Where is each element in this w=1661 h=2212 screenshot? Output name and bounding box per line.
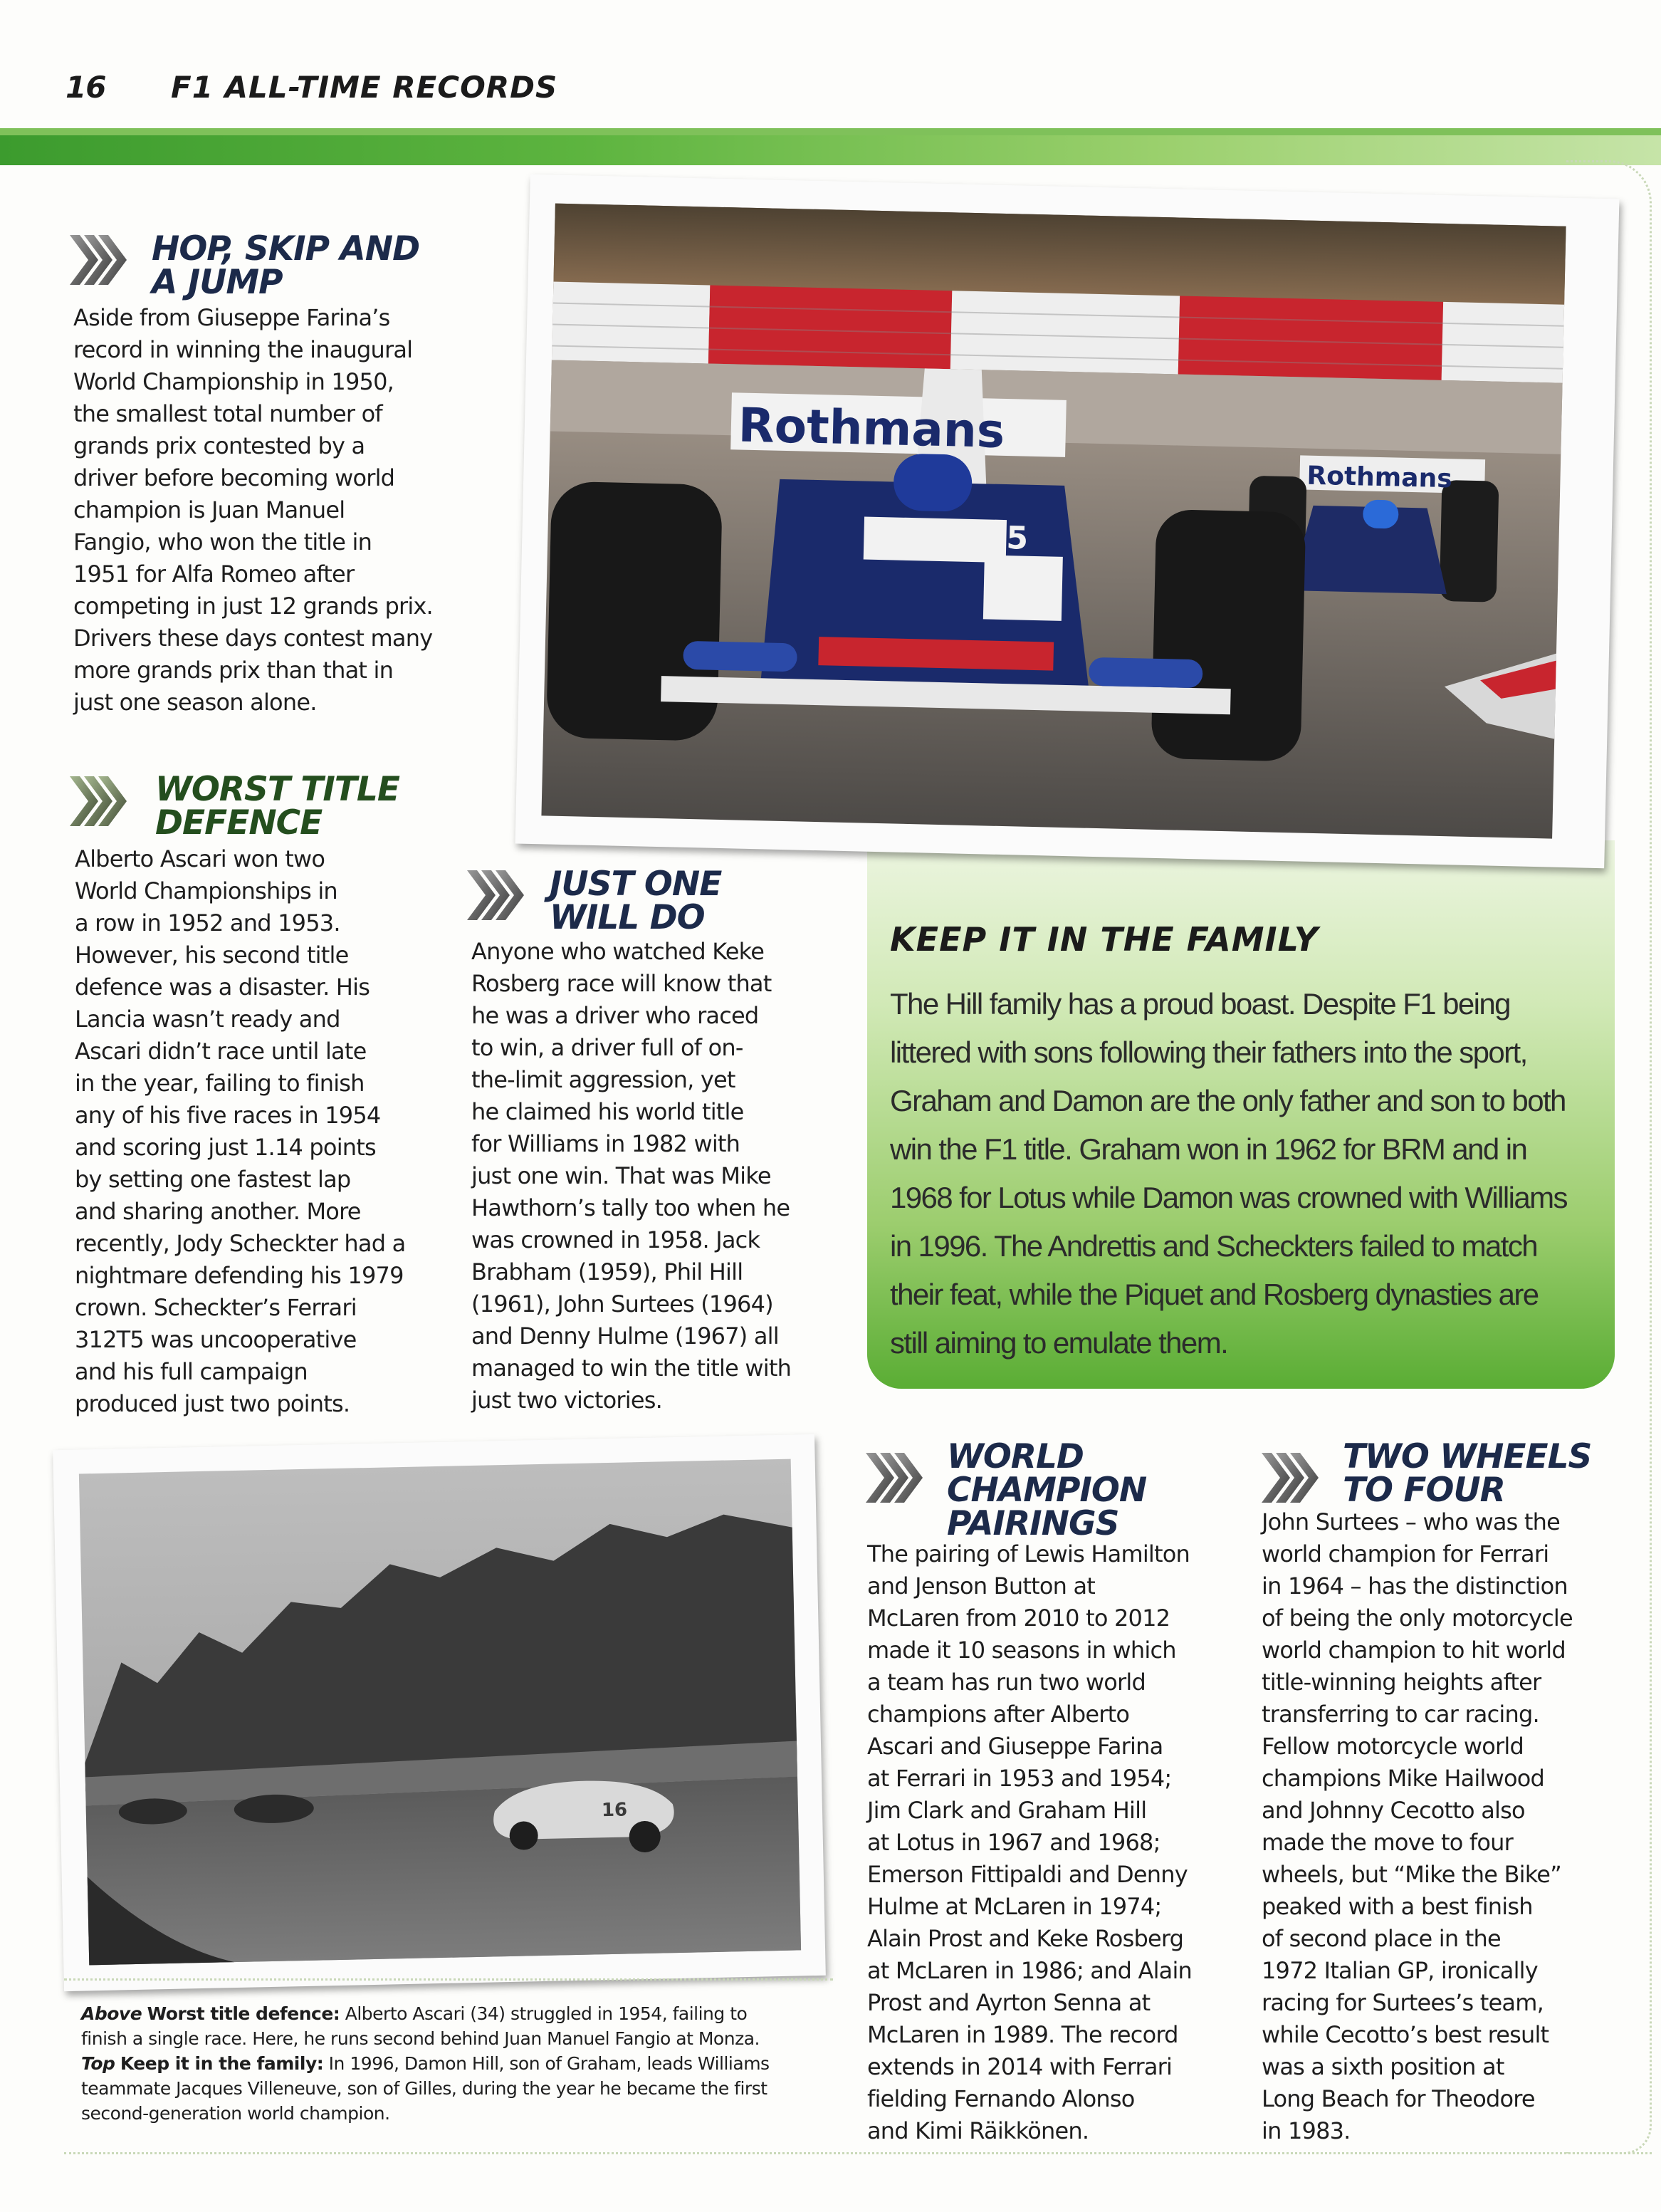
text-line: and Denny Hulme (1967) all (471, 1322, 779, 1350)
text-line: Fangio, who won the title in (73, 528, 372, 555)
text-line: of being the only motorcycle (1262, 1605, 1573, 1632)
photo-monza-race (53, 1434, 826, 1991)
text-line: defence was a disaster. His (75, 974, 370, 1001)
page-dotted-bottom-rule (64, 2152, 1652, 2154)
text-line: fielding Fernando Alonso (867, 2085, 1135, 2112)
text-line: any of his five races in 1954 (75, 1102, 381, 1129)
text-line: title-winning heights after (1262, 1669, 1541, 1696)
text-line: still aiming to emulate them. (890, 1326, 1228, 1360)
car-number-text: 5 (1005, 520, 1029, 557)
text-line: he was a driver who raced (471, 1002, 759, 1029)
body-world-champion (867, 1538, 1192, 2147)
text-line: win the F1 title. Graham won in 1962 for BRM and in (890, 1132, 1527, 1166)
text-line: Hawthorn’s tally too when he (471, 1194, 790, 1221)
text-line: 1968 for Lotus while Damon was crowned with Williams (890, 1181, 1567, 1214)
text-line: grands prix contested by a (73, 432, 365, 459)
text-line: in 1964 – has the distinction (1262, 1572, 1568, 1600)
chevron-arrows-icon (866, 1453, 924, 1503)
heading-line: CHAMPION (947, 1471, 1147, 1510)
text-line: transferring to car racing. (1262, 1701, 1539, 1728)
text-line: Hulme at McLaren in 1974; (867, 1893, 1162, 1920)
text-line: McLaren from 2010 to 2012 (867, 1605, 1170, 1632)
heading-worst-title (155, 770, 399, 842)
chevron-arrows-icon (1262, 1453, 1320, 1503)
text-line: Lancia wasn’t ready and (75, 1006, 340, 1033)
text-line: just two victories. (471, 1387, 662, 1414)
text-line: produced just two points. (75, 1390, 350, 1417)
running-title: F1 ALL-TIME RECORDS (171, 70, 558, 105)
chevron-arrows-icon (70, 776, 128, 826)
rothmans-wing-text: Rothmans (738, 397, 1006, 459)
body-family (890, 980, 1567, 1367)
text-line: John Surtees – who was the (1262, 1508, 1560, 1535)
text-line: world champion for Ferrari (1262, 1540, 1549, 1567)
heading-line: PAIRINGS (947, 1504, 1119, 1543)
text-line: champions after Alberto (867, 1701, 1130, 1728)
chevron-arrows-icon (467, 870, 525, 920)
text-line: nightmare defending his 1979 (75, 1262, 404, 1289)
text-line: and sharing another. More (75, 1198, 361, 1225)
photo-williams-cars (515, 174, 1620, 868)
text-line: World Championship in 1950, (73, 368, 394, 395)
text-line: made the move to four (1262, 1829, 1513, 1856)
text-line: World Championships in (75, 877, 337, 904)
text-line: world champion to hit world (1262, 1637, 1566, 1664)
text-line: more grands prix than that in (73, 657, 394, 684)
text-line: and scoring just 1.14 points (75, 1134, 376, 1161)
heading-line: WORLD (947, 1437, 1084, 1476)
text-line: extends in 2014 with Ferrari (867, 2053, 1173, 2080)
text-line: 1951 for Alfa Romeo after (73, 560, 355, 588)
text-line: was crowned in 1958. Jack (471, 1226, 760, 1253)
heading-line: DEFENCE (155, 803, 323, 842)
text-line: competing in just 12 grands prix. (73, 593, 433, 620)
body-worst-title (75, 843, 405, 1420)
text-line: (1961), John Surtees (1964) (471, 1290, 773, 1318)
text-line: Jim Clark and Graham Hill (867, 1797, 1147, 1824)
text-line: while Cecotto’s best result (1262, 2021, 1549, 2048)
body-two-wheels (1262, 1506, 1573, 2147)
text-line: in 1996. The Andrettis and Scheckters failed to match (890, 1229, 1538, 1263)
text-line: record in winning the inaugural (73, 336, 413, 363)
text-line: at Lotus in 1967 and 1968; (867, 1829, 1160, 1856)
heading-hop-skip (152, 229, 420, 302)
text-line: and his full campaign (75, 1358, 308, 1385)
text-line: Prost and Ayrton Senna at (867, 1989, 1151, 2016)
caption-head: Keep it in the family: (120, 2053, 324, 2074)
text-line: for Williams in 1982 with (471, 1130, 740, 1157)
text-line: just one win. That was Mike (471, 1162, 771, 1189)
text-line: a row in 1952 and 1953. (75, 909, 340, 937)
text-line: Fellow motorcycle world (1262, 1733, 1524, 1760)
text-line: 312T5 was uncooperative (75, 1326, 357, 1353)
text-line: champion is Juan Manuel (73, 496, 345, 523)
heading-world-champion (947, 1437, 1147, 1543)
caption-dotted-rule (64, 1978, 833, 1981)
page-number: 16 (66, 70, 106, 105)
text-line: 1972 Italian GP, ironically (1262, 1957, 1538, 1984)
text-line: and Jenson Button at (867, 1572, 1096, 1600)
text-line: a team has run two world (867, 1669, 1146, 1696)
text-line: Anyone who watched Keke (471, 938, 765, 965)
heading-line: HOP, SKIP AND (152, 229, 420, 268)
text-line: Rosberg race will know that (471, 970, 772, 997)
text-line: Ascari and Giuseppe Farina (867, 1733, 1163, 1760)
text-line: was a sixth position at (1262, 2053, 1504, 2080)
text-line: made it 10 seasons in which (867, 1637, 1176, 1664)
chevron-arrows-icon (70, 235, 128, 285)
caption-line: finish a single race. Here, he runs second behind Juan Manuel Fangio at Monza. (81, 2028, 760, 2049)
caption-label: Above (81, 2003, 142, 2024)
text-line: Alberto Ascari won two (75, 845, 325, 872)
photo-caption (81, 2001, 770, 2126)
text-line: he claimed his world title (471, 1098, 744, 1125)
text-line: in the year, failing to finish (75, 1070, 365, 1097)
text-line: McLaren in 1989. The record (867, 2021, 1178, 2048)
text-line: Ascari didn’t race until late (75, 1038, 367, 1065)
heading-family: KEEP IT IN THE FAMILY (890, 920, 1319, 959)
text-line: of second place in the (1262, 1925, 1501, 1952)
text-line: their feat, while the Piquet and Rosberg dynasties are (890, 1278, 1539, 1311)
text-line: at Ferrari in 1953 and 1954; (867, 1765, 1172, 1792)
heading-line: WILL DO (550, 898, 705, 937)
text-line: and Johnny Cecotto also (1262, 1797, 1525, 1824)
text-line: Long Beach for Theodore (1262, 2085, 1535, 2112)
text-line: wheels, but “Mike the Bike” (1262, 1861, 1561, 1888)
text-line: Drivers these days contest many (73, 625, 433, 652)
heading-two-wheels (1343, 1437, 1592, 1510)
caption-label: Top (81, 2053, 115, 2074)
text-line: by setting one fastest lap (75, 1166, 351, 1193)
rothmans-second-wing-text: Rothmans (1306, 461, 1453, 494)
caption-head: Worst title defence: (147, 2003, 340, 2024)
text-line: to win, a driver full of on- (471, 1034, 743, 1061)
text-line: crown. Scheckter’s Ferrari (75, 1294, 357, 1321)
text-line: managed to win the title with (471, 1355, 792, 1382)
text-line: the-limit aggression, yet (471, 1066, 735, 1093)
text-line: Graham and Damon are the only father and son to both (890, 1084, 1566, 1117)
heading-line: A JUMP (152, 263, 283, 302)
body-hop-skip (73, 302, 433, 719)
text-line: Emerson Fittipaldi and Denny (867, 1861, 1188, 1888)
text-line: recently, Jody Scheckter had a (75, 1230, 406, 1257)
caption-line (81, 2051, 770, 2076)
text-line: and Kimi Räikkönen. (867, 2117, 1089, 2144)
header-green-band (0, 128, 1661, 165)
text-line: The Hill family has a proud boast. Despite F1 being (890, 987, 1510, 1021)
caption-line: second-generation world champion. (81, 2103, 390, 2124)
caption-text: In 1996, Damon Hill, son of Graham, leads Williams (323, 2053, 770, 2074)
text-line: at McLaren in 1986; and Alain (867, 1957, 1193, 1984)
text-line: Aside from Giuseppe Farina’s (73, 304, 390, 331)
text-line: in 1983. (1262, 2117, 1351, 2144)
heading-just-one (550, 865, 722, 937)
heading-line: TO FOUR (1343, 1471, 1505, 1510)
caption-text: Alberto Ascari (34) struggled in 1954, failing to (340, 2003, 748, 2024)
text-line: Brabham (1959), Phil Hill (471, 1258, 743, 1285)
heading-line: TWO WHEELS (1343, 1437, 1592, 1476)
body-just-one (471, 936, 791, 1417)
car-number-text: 16 (601, 1799, 628, 1822)
text-line: The pairing of Lewis Hamilton (867, 1540, 1190, 1567)
text-line: Alain Prost and Keke Rosberg (867, 1925, 1184, 1952)
caption-line: teammate Jacques Villeneuve, son of Gilles, during the year he became the first (81, 2078, 767, 2099)
text-line: peaked with a best finish (1262, 1893, 1533, 1920)
text-line: racing for Surtees’s team, (1262, 1989, 1544, 2016)
text-line: champions Mike Hailwood (1262, 1765, 1545, 1792)
text-line: driver before becoming world (73, 464, 395, 491)
heading-line: WORST TITLE (155, 770, 399, 809)
text-line: the smallest total number of (73, 400, 382, 427)
heading-line: JUST ONE (550, 865, 722, 904)
text-line: littered with sons following their fathers into the sport, (890, 1035, 1527, 1069)
text-line: However, his second title (75, 941, 349, 969)
text-line: just one season alone. (73, 689, 317, 716)
caption-line (81, 2001, 770, 2026)
